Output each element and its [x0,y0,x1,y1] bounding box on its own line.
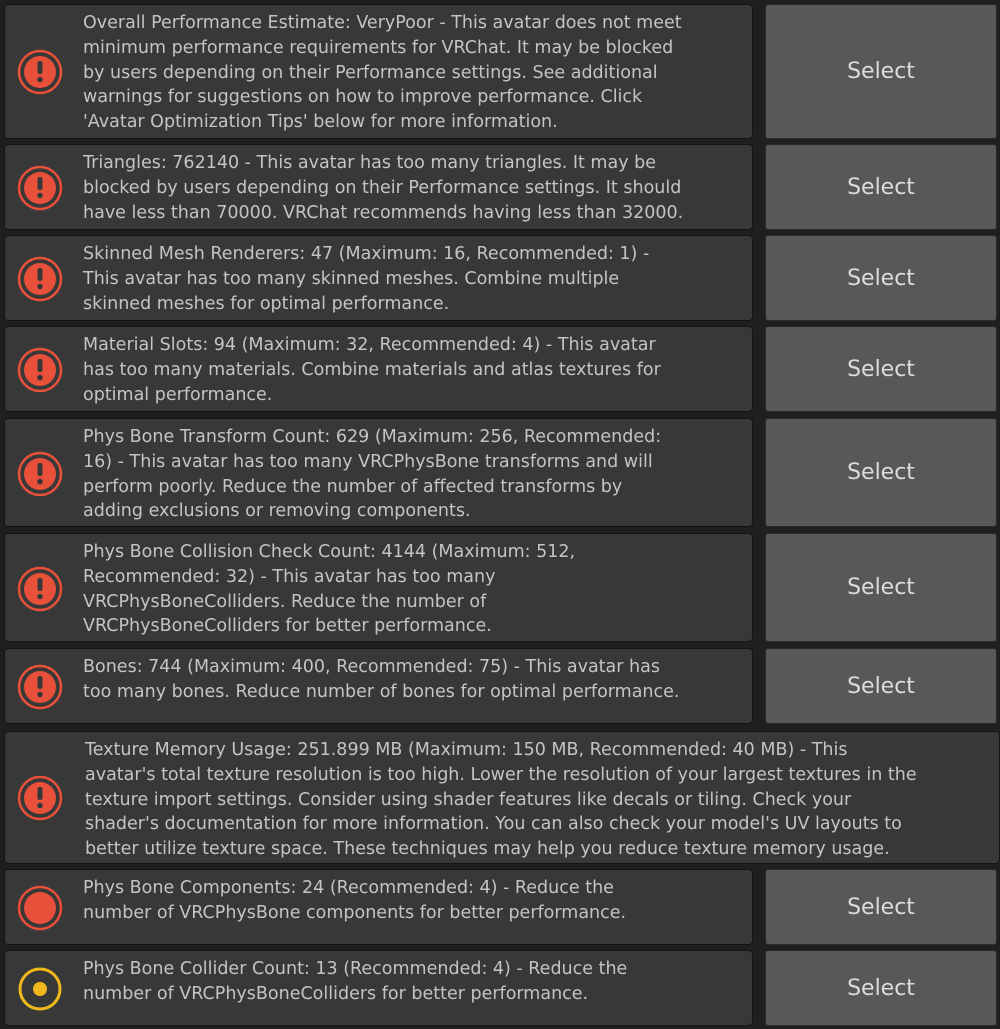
error-icon [17,566,63,612]
select-button[interactable]: Select [765,869,997,945]
medium-rating-icon [17,966,63,1012]
error-icon [17,49,63,95]
select-button[interactable]: Select [765,950,997,1026]
warning-text: Bones: 744 (Maximum: 400, Recommended: 75) - This avatar has too many bones. Reduce number of bones for optimal performance. [83,657,680,702]
warning-row-bones [4,648,1000,724]
warning-message-box [4,326,753,412]
error-icon [17,256,63,302]
warning-row-material-slots [4,326,1000,412]
warning-text: Phys Bone Collision Check Count: 4144 (Maximum: 512, Recommended: 32) - This avatar has too many VRCPhysBoneColliders. Reduce the number of VRCPhysBoneColliders for better performance. [83,542,576,637]
warning-row-phys-bone-collision-check-count [4,533,1000,642]
warning-text: Texture Memory Usage: 251.899 MB (Maximum: 150 MB, Recommended: 40 MB) - This avatar's total texture resolution is too high. Lower the resolution of your largest textures in the texture import settings. Consider using shader features like decals or tiling. Check your shader's documentation for more information. You can also check your model's UV layouts to better utilize texture space. These techniques may help you reduce texture memory usage. [85,740,917,860]
warning-text: Overall Performance Estimate: VeryPoor - This avatar does not meet minimum performance requirements for VRChat. It may be blocked by users depending on their Performance settings. See additional warnings for suggestions on how to improve performance. Click 'Avatar Optimization Tips' below for more information. [83,13,682,133]
warning-message-box [4,144,753,230]
warning-row-phys-bone-transform-count [4,418,1000,527]
error-icon [17,347,63,393]
warning-row-skinned-mesh-renderers [4,235,1000,321]
warning-message-box [4,869,753,945]
select-button[interactable]: Select [765,235,997,321]
warning-message-box [4,648,753,724]
select-button[interactable]: Select [765,418,997,527]
warning-row-overall-performance [4,4,1000,139]
warning-row-triangles [4,144,1000,230]
warning-message-box [4,235,753,321]
warning-text: Material Slots: 94 (Maximum: 32, Recommended: 4) - This avatar has too many materials. Combine materials and atlas textures for optimal performance. [83,335,661,405]
warning-message-box [4,731,1000,864]
warning-message-box [4,950,753,1026]
error-icon [17,775,63,821]
warning-row-phys-bone-collider-count [4,950,1000,1026]
warning-text: Phys Bone Components: 24 (Recommended: 4) - Reduce the number of VRCPhysBone components for better performance. [83,878,627,923]
select-button[interactable]: Select [765,648,997,724]
warning-text: Triangles: 762140 - This avatar has too many triangles. It may be blocked by users depending on their Performance settings. It should have less than 70000. VRChat recommends having less than 32000. [83,153,684,223]
warning-text: Skinned Mesh Renderers: 47 (Maximum: 16, Recommended: 1) - This avatar has too many skinned meshes. Combine multiple skinned meshes for optimal performance. [83,244,650,314]
warning-message-box [4,4,753,139]
select-button[interactable]: Select [765,533,997,642]
select-button[interactable]: Select [765,4,997,139]
warning-row-phys-bone-components [4,869,1000,945]
error-icon [17,165,63,211]
select-button[interactable]: Select [765,144,997,230]
select-button[interactable]: Select [765,326,997,412]
error-icon [17,664,63,710]
warning-row-texture-memory-usage [4,731,1000,864]
poor-rating-icon [17,885,63,931]
warning-text: Phys Bone Collider Count: 13 (Recommended: 4) - Reduce the number of VRCPhysBoneColliders for better performance. [83,959,628,1004]
error-icon [17,451,63,497]
warning-text: Phys Bone Transform Count: 629 (Maximum: 256, Recommended: 16) - This avatar has too many VRCPhysBone transforms and will perform poorly. Reduce the number of affected transforms by adding exclusions or removing components. [83,427,662,522]
warning-message-box [4,533,753,642]
warning-message-box [4,418,753,527]
